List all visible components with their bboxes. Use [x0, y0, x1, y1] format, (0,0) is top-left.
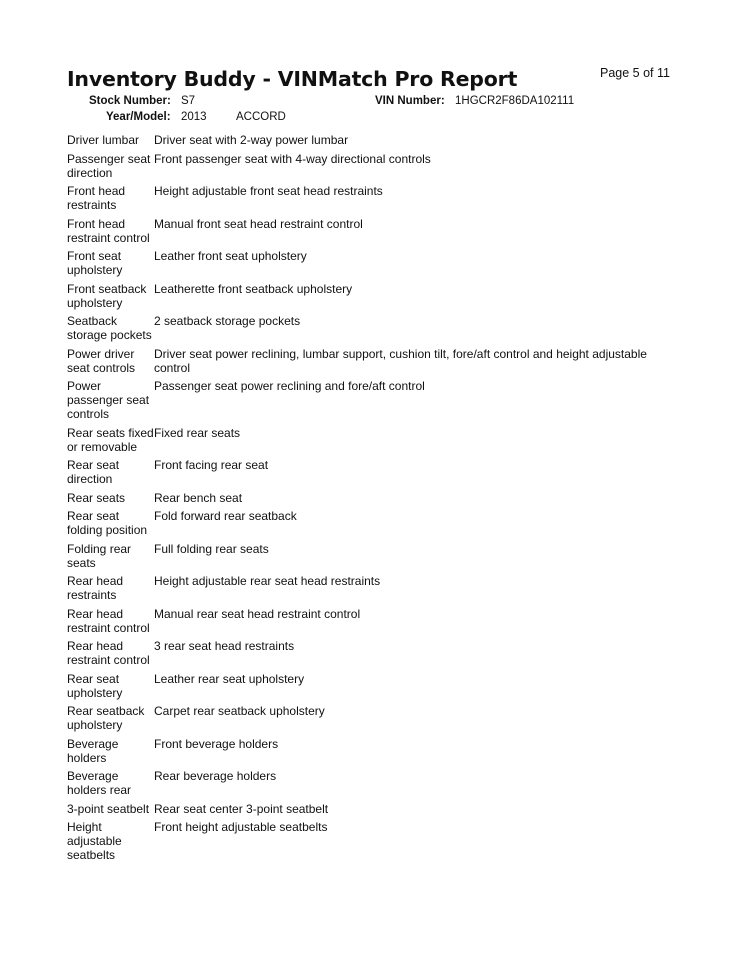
vin-value: 1HGCR2F86DA102111 — [455, 95, 575, 107]
spec-row — [67, 509, 667, 537]
spec-row — [67, 639, 667, 667]
stock-number-value: S7 — [181, 95, 196, 107]
spec-row — [67, 802, 667, 816]
spec-row-value: Fold forward rear seatback — [154, 509, 297, 523]
spec-row-value: Height adjustable rear seat head restraints — [154, 574, 381, 588]
spec-row-value: Rear beverage holders — [154, 769, 277, 783]
stock-number-label: Stock Number: — [89, 95, 171, 107]
spec-row-value: 2 seatback storage pockets — [154, 314, 301, 328]
spec-row-label: Rear seatback upholstery — [67, 704, 145, 732]
spec-row — [67, 314, 667, 342]
spec-row — [67, 769, 667, 797]
spec-row — [67, 672, 667, 700]
spec-row — [67, 152, 667, 180]
spec-row-label: Rear head restraints — [67, 574, 124, 602]
spec-row-label: Seatback storage pockets — [67, 314, 152, 342]
spec-row-label: 3-point seatbelt — [67, 801, 150, 816]
spec-row-label: Folding rear seats — [67, 541, 132, 570]
vin-label: VIN Number: — [375, 95, 445, 107]
spec-row-label: Front head restraint control — [67, 216, 150, 245]
spec-row-value: 3 rear seat head restraints — [154, 639, 295, 653]
spec-row-label: Passenger seat direction — [67, 151, 151, 180]
model-value: ACCORD — [236, 111, 286, 123]
spec-row-value: Leather front seat upholstery — [154, 249, 307, 263]
spec-row-value: Front facing rear seat — [154, 458, 269, 472]
spec-row-value: Full folding rear seats — [154, 541, 269, 556]
spec-row — [67, 426, 667, 454]
report-title: Inventory Buddy - VINMatch Pro Report — [67, 67, 518, 91]
spec-row-value: Driver seat with 2-way power lumbar — [154, 133, 349, 147]
spec-row — [67, 574, 667, 602]
spec-row-label: Rear head restraint control — [67, 639, 150, 667]
spec-row-label: Beverage holders rear — [67, 769, 132, 797]
page-number: Page 5 of 11 — [600, 66, 670, 80]
spec-row-label: Front seat upholstery — [67, 249, 123, 277]
spec-row-label: Rear seats — [67, 490, 126, 505]
spec-row — [67, 282, 667, 310]
spec-row — [67, 542, 667, 570]
year-value: 2013 — [181, 111, 207, 123]
spec-row — [67, 607, 667, 635]
spec-row-value: Manual rear seat head restraint control — [154, 606, 361, 621]
spec-row-value: Rear bench seat — [154, 490, 243, 505]
spec-row — [67, 133, 667, 147]
spec-row-label: Front seatback upholstery — [67, 281, 147, 310]
spec-row — [67, 458, 667, 486]
spec-row-label: Power passenger seat controls — [67, 379, 150, 421]
spec-row — [67, 347, 667, 375]
spec-row-value: Front height adjustable seatbelts — [154, 820, 328, 834]
spec-row — [67, 491, 667, 505]
spec-row — [67, 184, 667, 212]
spec-row-value: Passenger seat power reclining and fore/aft control — [154, 379, 425, 393]
spec-row-value: Front beverage holders — [154, 736, 279, 751]
spec-row — [67, 217, 667, 245]
spec-row-value: Fixed rear seats — [154, 425, 241, 440]
spec-row-label: Rear seat direction — [67, 458, 120, 486]
spec-row-label: Front head restraints — [67, 184, 126, 212]
spec-row — [67, 820, 667, 862]
spec-row-value: Carpet rear seatback upholstery — [154, 704, 325, 718]
spec-row-value: Leatherette front seatback upholstery — [154, 281, 353, 296]
spec-row-value: Manual front seat head restraint control — [154, 216, 363, 231]
spec-row-label: Beverage holders — [67, 736, 119, 765]
spec-row — [67, 704, 667, 732]
spec-row-label: Rear seats fixed or removable — [67, 425, 154, 454]
spec-row-label: Rear seat upholstery — [67, 671, 123, 700]
spec-row-label: Height adjustable seatbelts — [67, 820, 122, 862]
year-model-label: Year/Model: — [106, 111, 171, 123]
spec-row — [67, 379, 667, 421]
spec-row-value: Height adjustable front seat head restraints — [154, 184, 383, 198]
spec-row-label: Power driver seat controls — [67, 346, 136, 375]
spec-row-value: Front passenger seat with 4-way directional controls — [154, 151, 431, 166]
spec-row — [67, 737, 667, 765]
spec-row-value: Rear seat center 3-point seatbelt — [154, 801, 329, 816]
spec-row-label: Rear seat folding position — [67, 509, 148, 537]
spec-row-value: Leather rear seat upholstery — [154, 671, 305, 686]
spec-row-label: Driver lumbar — [67, 133, 140, 147]
spec-row-value: Driver seat power reclining, lumbar support, cushion tilt, fore/aft control and height adjustable control — [154, 346, 647, 375]
spec-row-label: Rear head restraint control — [67, 606, 150, 635]
spec-row — [67, 249, 667, 277]
spec-list — [67, 133, 667, 867]
